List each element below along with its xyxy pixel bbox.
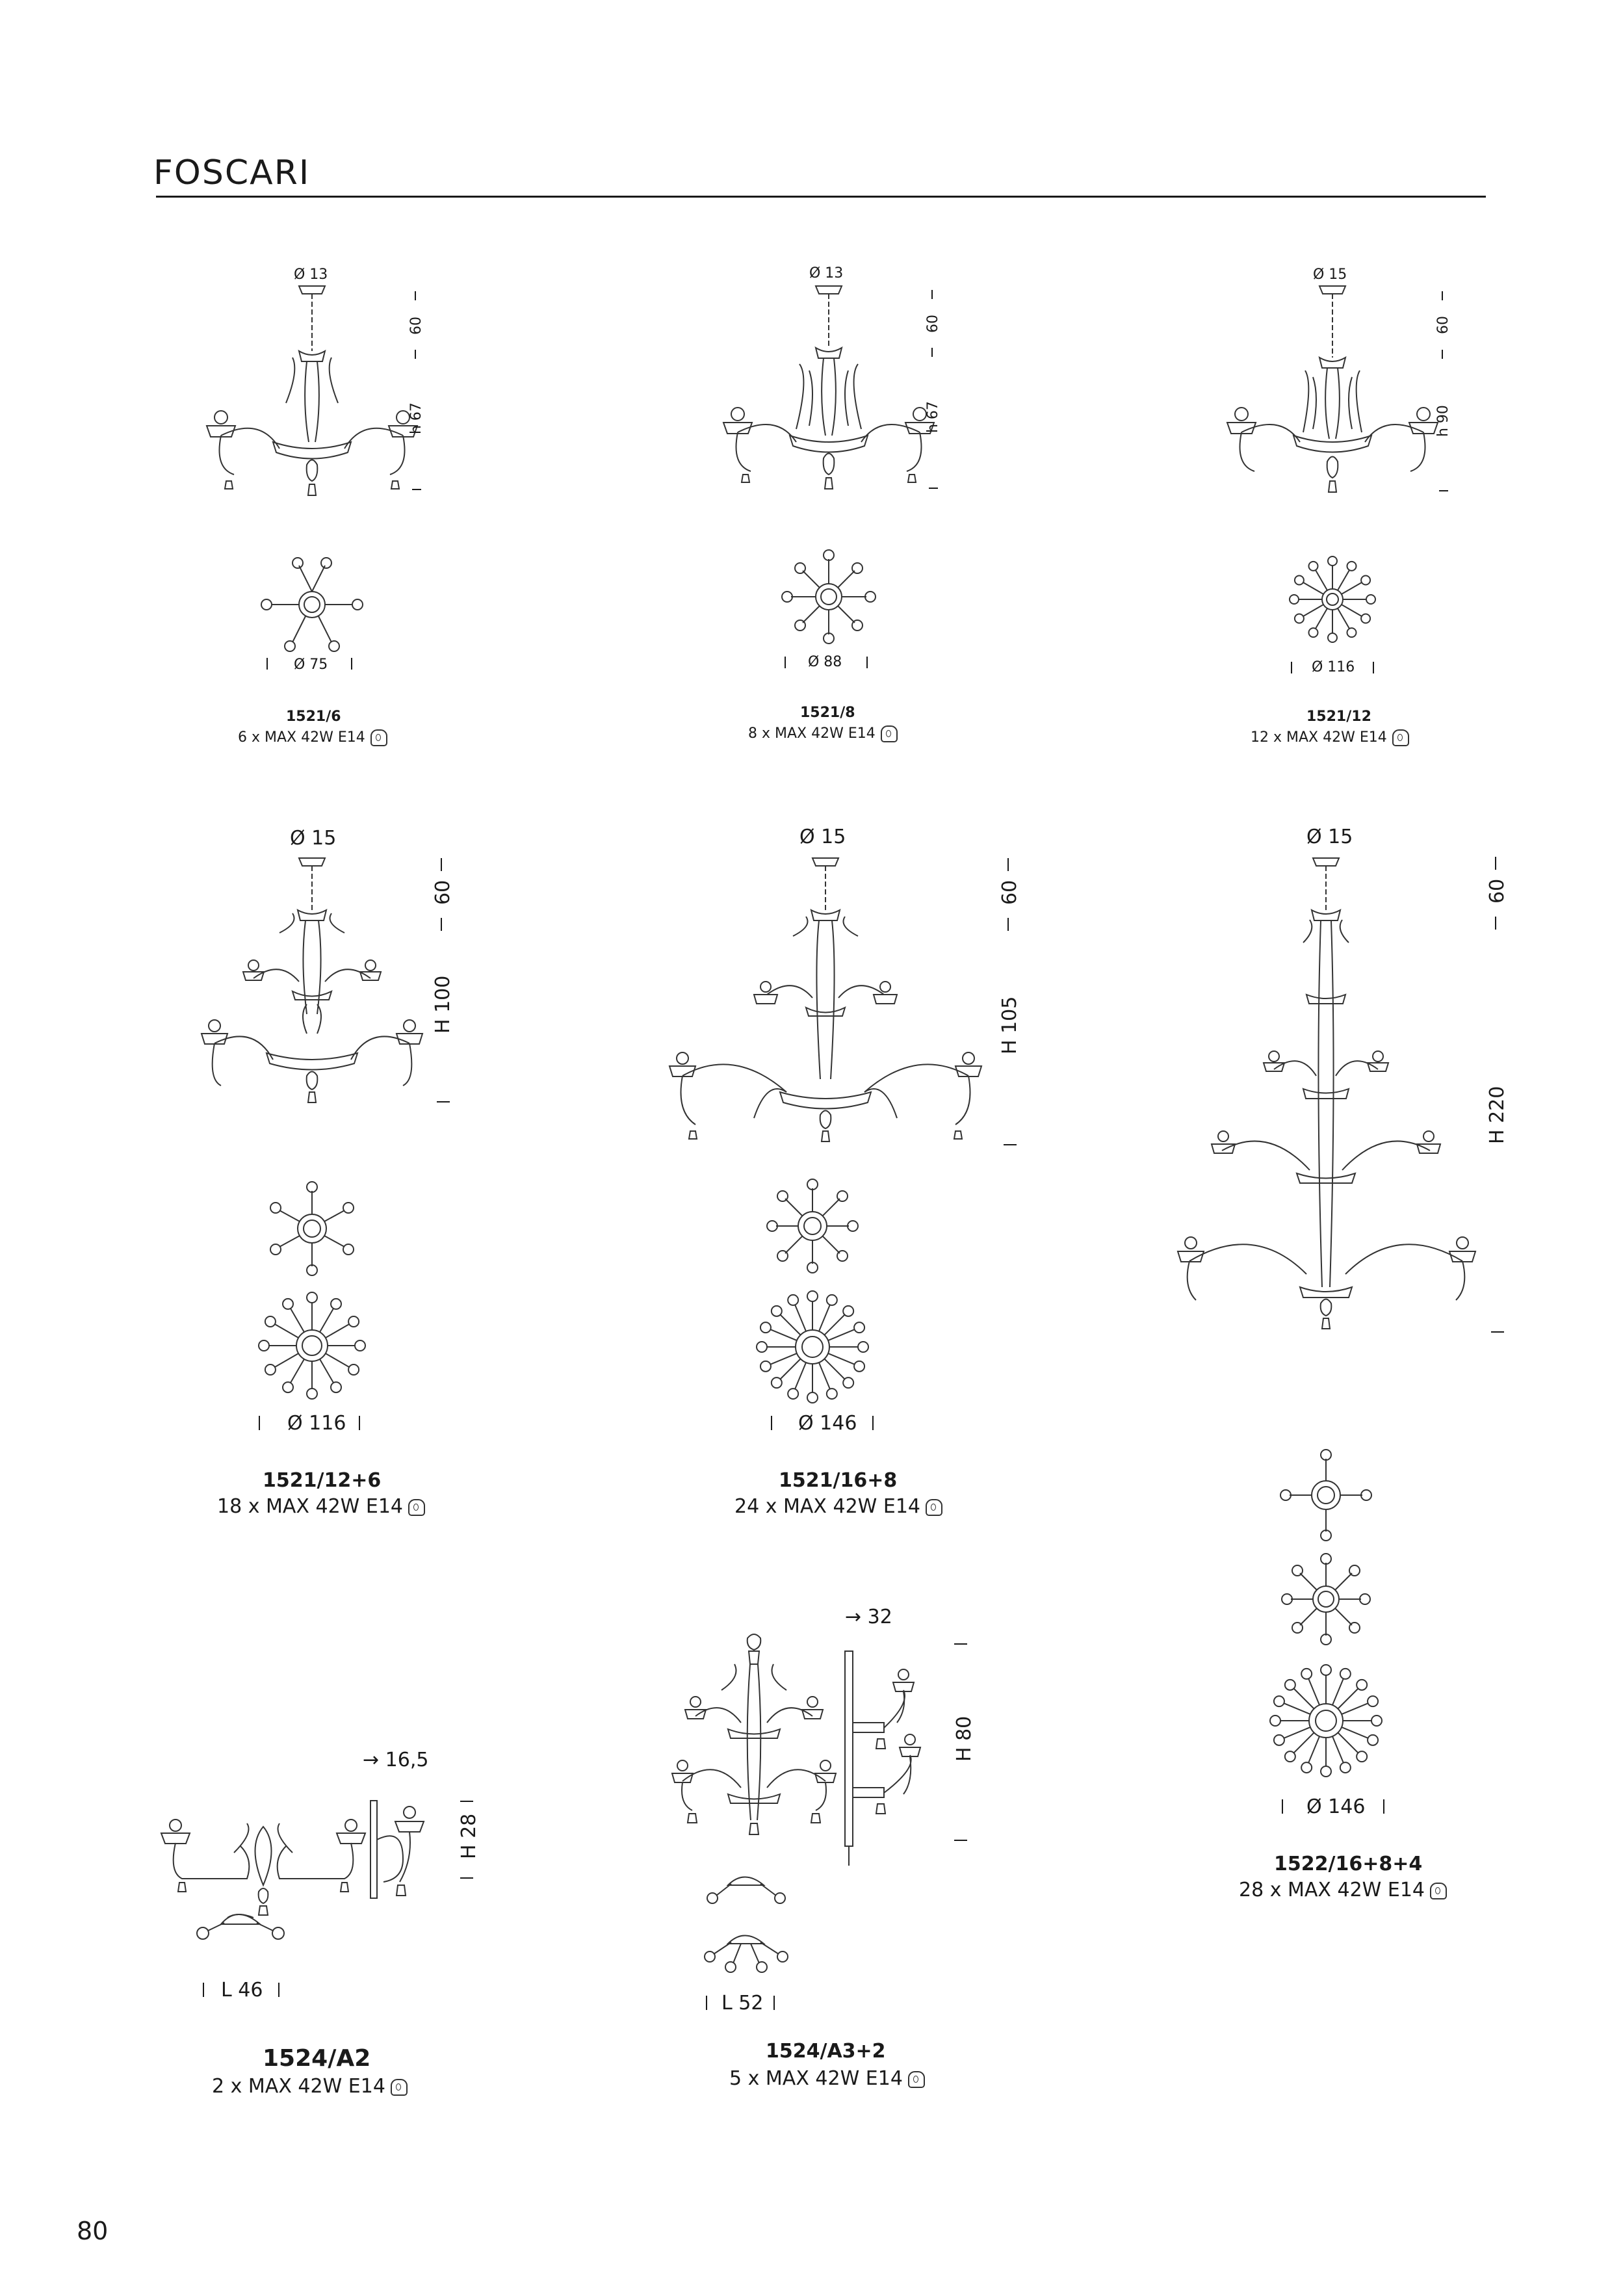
product-1524-a3-2 xyxy=(656,1586,1059,2106)
page-title: FOSCARI xyxy=(153,153,311,192)
chandelier-elevation-drawing xyxy=(195,260,468,507)
product-spec: 5 x MAX 42W E14 xyxy=(729,2067,925,2090)
product-spec: 24 x MAX 42W E14 xyxy=(734,1495,942,1518)
bulb-icon xyxy=(370,729,387,746)
product-code: 1521/8 xyxy=(800,705,855,721)
title-rule xyxy=(156,196,1486,198)
chandelier-plan-drawing xyxy=(195,559,468,676)
bulb-icon xyxy=(881,725,898,742)
product-1521-6 xyxy=(195,260,468,767)
depth-label: → 32 xyxy=(845,1606,892,1628)
bulb-icon xyxy=(408,1499,425,1516)
bulb-icon xyxy=(1392,729,1409,746)
bulb-icon xyxy=(391,2079,408,2096)
chain-length-label: 60 xyxy=(998,880,1021,905)
chain-length-label: 60 xyxy=(1435,316,1451,334)
product-spec: 12 x MAX 42W E14 xyxy=(1251,729,1409,746)
bulb-icon xyxy=(926,1499,942,1516)
chandelier-plan-drawing-bottom xyxy=(1176,1661,1527,1791)
chandelier-elevation-drawing xyxy=(1176,819,1527,1339)
bulb-icon xyxy=(908,2071,925,2088)
product-spec: 2 x MAX 42W E14 xyxy=(212,2075,408,2098)
top-diameter-label: Ø 13 xyxy=(294,267,328,283)
top-diameter-label: Ø 15 xyxy=(799,826,846,848)
chain-length-label: 60 xyxy=(1486,878,1509,904)
product-spec: 6 x MAX 42W E14 xyxy=(238,729,387,746)
width-label: Ø 146 xyxy=(1306,1795,1366,1818)
chandelier-plan-drawing xyxy=(1222,554,1495,671)
chain-length-label: 60 xyxy=(408,317,424,335)
top-diameter-label: Ø 15 xyxy=(1306,826,1353,848)
product-code: 1521/12+6 xyxy=(263,1469,382,1492)
chandelier-elevation-drawing xyxy=(656,819,1059,1157)
product-1522-16-8-4 xyxy=(1176,819,1527,1918)
product-code: 1521/6 xyxy=(286,709,341,725)
height-label: H 105 xyxy=(998,996,1021,1054)
chandelier-elevation-drawing xyxy=(1222,260,1495,507)
chandelier-plan-drawing-bottom xyxy=(656,1287,1059,1417)
width-label: Ø 88 xyxy=(808,654,842,670)
product-1521-12 xyxy=(1222,260,1495,767)
wall-lamp-plan-drawing-bottom xyxy=(656,1931,851,1996)
width-label: Ø 116 xyxy=(287,1412,346,1435)
product-code: 1521/16+8 xyxy=(779,1469,898,1492)
width-label: Ø 116 xyxy=(1312,659,1355,675)
width-label: L 52 xyxy=(721,1992,764,2015)
chandelier-plan-drawing xyxy=(712,551,985,668)
top-diameter-label: Ø 13 xyxy=(809,265,844,281)
chandelier-plan-drawing-bottom xyxy=(195,1287,494,1417)
width-label: L 46 xyxy=(221,1979,263,2002)
chandelier-plan-drawing-middle xyxy=(1176,1554,1527,1658)
product-code: 1521/12 xyxy=(1306,709,1371,725)
height-label: H 220 xyxy=(1486,1086,1509,1144)
top-diameter-label: Ø 15 xyxy=(1313,267,1347,283)
width-label: Ø 146 xyxy=(798,1412,857,1435)
chain-length-label: 60 xyxy=(432,880,454,905)
product-1521-12-6 xyxy=(195,819,494,1521)
height-label: h 67 xyxy=(408,402,424,434)
top-diameter-label: Ø 15 xyxy=(290,827,337,850)
wall-lamp-plan-drawing-top xyxy=(656,1872,851,1924)
chandelier-elevation-drawing xyxy=(712,260,985,507)
chandelier-plan-drawing-top xyxy=(656,1181,1059,1285)
product-1524-a2 xyxy=(156,1729,520,2119)
chandelier-plan-drawing-top xyxy=(1176,1450,1527,1554)
chain-length-label: 60 xyxy=(925,315,941,333)
product-spec: 28 x MAX 42W E14 xyxy=(1239,1879,1447,1901)
depth-label: → 16,5 xyxy=(363,1749,429,1771)
height-label: H 100 xyxy=(432,975,454,1034)
height-label: h 67 xyxy=(925,401,941,433)
bulb-icon xyxy=(1430,1883,1447,1899)
product-spec: 18 x MAX 42W E14 xyxy=(217,1495,425,1518)
product-code: 1524/A2 xyxy=(263,2045,371,2072)
product-1521-16-8 xyxy=(656,819,1059,1521)
chandelier-elevation-drawing xyxy=(195,819,494,1118)
height-label: H 80 xyxy=(953,1715,976,1762)
wall-lamp-front-drawing xyxy=(656,1625,864,1872)
product-spec: 8 x MAX 42W E14 xyxy=(748,725,898,742)
height-label: H 28 xyxy=(458,1813,480,1859)
wall-lamp-plan-drawing xyxy=(156,1905,351,1970)
page-number: 80 xyxy=(77,2217,109,2245)
chandelier-plan-drawing-top xyxy=(195,1183,494,1287)
product-1521-8 xyxy=(712,260,985,767)
width-label: Ø 75 xyxy=(294,657,328,673)
product-code: 1522/16+8+4 xyxy=(1274,1853,1423,1875)
product-code: 1524/A3+2 xyxy=(766,2040,886,2063)
height-label: h 90 xyxy=(1435,405,1451,437)
